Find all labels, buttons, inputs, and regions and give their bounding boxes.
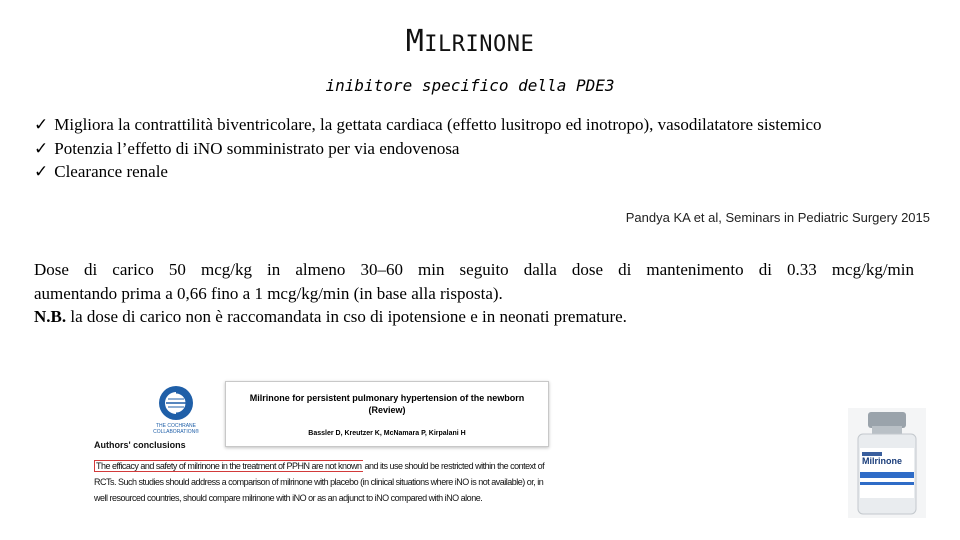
dose-paragraph	[34, 258, 914, 329]
slide-title	[0, 24, 940, 59]
nb-label: N.B.	[34, 307, 67, 326]
bullet-item	[34, 160, 914, 184]
nb-text: la dose di carico non è raccomandata in cso di ipotensione e in neonati premature.	[66, 307, 627, 326]
check-icon: ✓	[34, 162, 49, 181]
conclusions-text	[94, 458, 574, 506]
dose-line-2: aumentando prima a 0,66 fino a 1 mcg/kg/min (in base alla risposta).	[34, 283, 503, 303]
bullet-text: Clearance renale	[54, 162, 168, 181]
title-initial: M	[405, 24, 425, 59]
bullet-item	[34, 137, 914, 161]
bullet-text: Migliora la contrattilità biventricolare, la gettata cardiaca (effetto lusitropo ed inotropo), vasodilatatore sistemico	[54, 115, 822, 134]
milrinone-vial-image	[848, 408, 926, 518]
nb-note	[34, 305, 914, 329]
slide-subtitle: inibitore specifico della PDE3	[325, 76, 615, 95]
cochrane-emblem-icon	[146, 385, 206, 425]
conclusions-heading: Authors' conclusions	[94, 440, 186, 450]
conclusions-line-3: well resourced countries, should compare milrinone with iNO or as an adjunct to iNO compared with iNO alone.	[94, 493, 483, 503]
vial-brand: Milrinone	[862, 456, 902, 466]
dose-line-1: Dose di carico 50 mcg/kg in almeno 30–60 min seguito dalla dose di mantenimento di 0.33 mcg/kg/min	[34, 260, 914, 279]
check-icon: ✓	[34, 138, 49, 158]
bullet-text: Potenzia l’effetto di iNO somministrato per via endovenosa	[54, 138, 460, 158]
bullet-list	[34, 113, 914, 184]
cochrane-logo-text: THE COCHRANE COLLABORATION®	[153, 423, 199, 435]
title-rest: ILRINONE	[424, 32, 535, 57]
highlighted-conclusion: The efficacy and safety of milrinone in the treatment of PPHN are not known	[96, 461, 362, 471]
review-title: Milrinone for persistent pulmonary hypertension of the newborn (Review)	[249, 393, 525, 415]
review-authors: Bassler D, Kreutzer K, McNamara P, Kirpalani H	[308, 430, 466, 437]
check-icon: ✓	[34, 115, 49, 134]
citation: Pandya KA et al, Seminars in Pediatric Surgery 2015	[625, 210, 930, 225]
conclusions-line-2: RCTs. Such studies should address a comparison of milrinone with placebo (in clinical situations where iNO is not available) or, in	[94, 477, 544, 487]
review-header-box	[225, 381, 549, 447]
bullet-item	[34, 113, 914, 137]
conclusions-line-1-rest: and its use should be restricted within the context of	[362, 461, 545, 471]
conclusions-line-1	[94, 458, 574, 474]
cochrane-logo	[146, 385, 206, 437]
